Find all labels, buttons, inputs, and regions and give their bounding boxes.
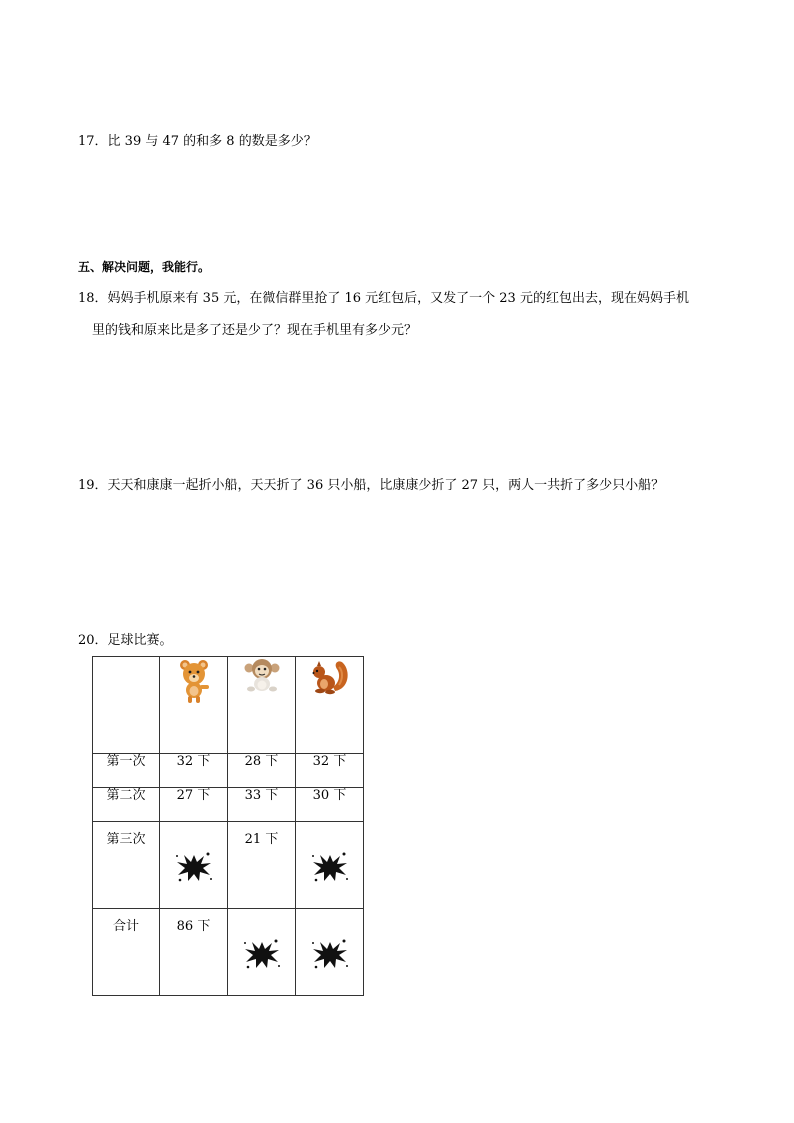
ink-blot-cell [160, 822, 228, 909]
section-heading: 五、解决问题，我能行。 [78, 260, 211, 274]
monkey-header-cell [228, 657, 296, 754]
table-row [93, 788, 364, 822]
bear-value: 32 下 [160, 754, 228, 788]
ink-blot-icon [242, 937, 282, 971]
table-row [93, 909, 364, 996]
question-19: 19．天天和康康一起折小船，天天折了 36 只小船，比康康少折了 27 只，两人一共折了多少只小船？ [78, 478, 665, 493]
squirrel-value: 32 下 [296, 754, 364, 788]
ink-blot-icon [174, 850, 214, 884]
monkey-icon [242, 657, 282, 693]
ink-blot-icon [310, 937, 350, 971]
ink-blot-cell [296, 822, 364, 909]
monkey-value: 28 下 [228, 754, 296, 788]
squirrel-value: 30 下 [296, 788, 364, 822]
monkey-value: 33 下 [228, 788, 296, 822]
ink-blot-cell [228, 909, 296, 996]
score-table [92, 656, 364, 996]
bear-value: 86 下 [160, 909, 228, 996]
bear-value: 27 下 [160, 788, 228, 822]
bear-header-cell [160, 657, 228, 754]
question-18-line-1: 18．妈妈手机原来有 35 元，在微信群里抢了 16 元红包后，又发了一个 23 元的红包出去，现在妈妈手机 [78, 291, 689, 306]
squirrel-header-cell [296, 657, 364, 754]
question-20: 20．足球比赛。 [78, 633, 173, 648]
row-label: 第二次 [93, 788, 160, 822]
monkey-value: 21 下 [228, 822, 296, 909]
question-18-line-2: 里的钱和原来比是多了还是少了？现在手机里有多少元？ [92, 323, 418, 338]
bear-icon [176, 657, 212, 703]
table-row [93, 754, 364, 788]
row-label: 合计 [93, 909, 160, 996]
row-label: 第一次 [93, 754, 160, 788]
ink-blot-cell [296, 909, 364, 996]
table-header-row [93, 657, 364, 754]
empty-corner-cell [93, 657, 160, 754]
question-17: 17．比 39 与 47 的和多 8 的数是多少？ [78, 134, 317, 149]
row-label: 第三次 [93, 822, 160, 909]
table-row [93, 822, 364, 909]
ink-blot-icon [310, 850, 350, 884]
squirrel-icon [309, 657, 351, 695]
